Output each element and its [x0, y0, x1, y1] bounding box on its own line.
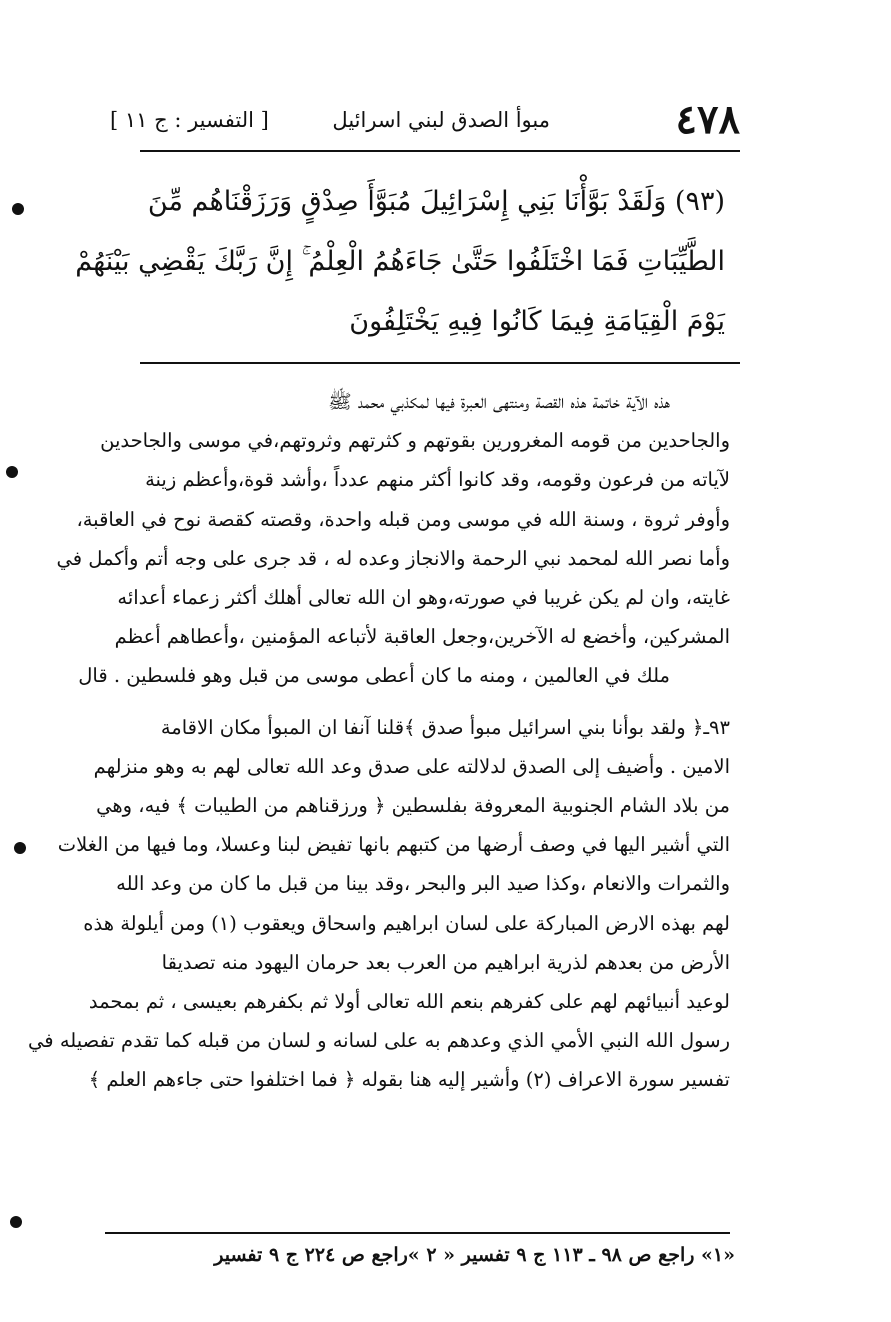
text-line: غايته، وان لم يكن غريبا في صورته،وهو ان الله تعالى أهلك أكثر زعماء أعدائه [117, 586, 730, 610]
text-line: والثمرات والانعام ،وكذا صيد البر والبحر ،وقد بينا من قبل ما كان من وعد الله [116, 872, 730, 896]
text-line: من بلاد الشام الجنوبية المعروفة بفلسطين ﴿ ورزقناهم من الطيبات ﴾ فيه، وهي [96, 794, 730, 818]
text-line: الأرض من بعدهم لذرية ابراهيم من العرب بعد حرمان اليهود منه تصديقا [161, 950, 730, 974]
text-line: الامين . وأضيف إلى الصدق لدلالته على صدق وعد الله تعالى لهم به وهو منزلهم [93, 754, 730, 778]
verse-divider [140, 362, 740, 364]
verse-line: الطَّيِّبَاتِ فَمَا اخْتَلَفُوا حَتَّىٰ جَاءَهُمُ الْعِلْمُ ۚ إِنَّ رَبَّكَ يَقْضِي بَيْنَهُمْ [75, 246, 725, 277]
verse-line: يَوْمَ الْقِيَامَةِ فِيمَا كَانُوا فِيهِ يَخْتَلِفُونَ [349, 306, 725, 337]
explanation-paragraph [28, 708, 730, 1100]
intro-paragraph [56, 382, 730, 696]
quran-verse-block [75, 172, 725, 352]
text-line: لهم بهذه الارض المباركة على لسان ابراهيم واسحاق ويعقوب (١) ومن أيلولة هذه [83, 911, 730, 935]
commentary-body [28, 382, 730, 1100]
verse-line: (٩٣) وَلَقَدْ بَوَّأْنَا بَنِي إِسْرَائِيلَ مُبَوَّأَ صِدْقٍ وَرَزَقْنَاهُم مِّنَ [147, 186, 725, 217]
text-line: المشركين، وأخضع له الآخرين،وجعل العاقبة لأتباعه المؤمنين ،وأعطاهم أعظم [114, 625, 730, 649]
binding-hole-mark [6, 466, 18, 478]
text-line: والجاحدين من قومه المغرورين بقوتهم و كثرتهم وثروتهم،في موسى والجاحدين [100, 429, 730, 453]
text-line: ٩٣ـ﴿ ولقد بوأنا بني اسرائيل مبوأ صدق ﴾قلنا آنفا ان المبوأ مكان الاقامة [160, 715, 730, 739]
text-line: رسول الله النبي الأمي الذي وعدهم به على لسانه و لسان من قبله كما تقدم تفصيله في [28, 1029, 730, 1053]
binding-hole-mark [12, 203, 24, 215]
binding-hole-mark [10, 1216, 22, 1228]
footnote: «١» راجع ص ٩٨ ـ ١١٣ ج ٩ تفسير « ٢ »راجع ص ٢٢٤ ج ٩ تفسير [214, 1244, 735, 1266]
text-line: لآياته من فرعون وقومه، وقد كانوا أكثر منهم عدداً ،وأشد قوة،وأعظم زينة [145, 468, 730, 492]
text-line: لوعيد أنبيائهم لهم على كفرهم بنعم الله تعالى أولا ثم بكفرهم بعيسى ، ثم بمحمد [88, 990, 730, 1014]
text-line: هذه الآية خاتمة هذه القصة ومنتهى العبرة فيها لمكذبي محمد ﷺ [328, 390, 670, 413]
text-line: تفسير سورة الاعراف (٢) وأشير إليه هنا بقوله ﴿ فما اختلفوا حتى جاءهم العلم ﴾ [88, 1068, 730, 1092]
running-title: مبوأ الصدق لبني اسرائيل [332, 108, 550, 132]
binding-hole-mark [14, 842, 26, 854]
footnote-divider [105, 1232, 730, 1234]
text-line: ملك في العالمين ، ومنه ما كان أعطى موسى من قبل وهو فلسطين . قال [78, 664, 670, 688]
text-line: وأما نصر الله لمحمد نبي الرحمة والانجاز وعده له ، قد جرى على وجه أتم وأكمل في [56, 546, 730, 570]
page-header [110, 95, 740, 145]
text-line: التي أشير اليها في وصف أرضها من كتبهم بانها تفيض لبنا وعسلا، وما فيها من الغلات [57, 833, 730, 857]
page-number: ٤٧٨ [675, 96, 740, 143]
section-label: [ التفسير : ج ١١ ] [110, 108, 269, 132]
text-line: وأوفر ثروة ، وسنة الله في موسى ومن قبله واحدة، وقصته كقصة نوح في العاقبة، [76, 507, 730, 531]
header-divider [140, 150, 740, 152]
